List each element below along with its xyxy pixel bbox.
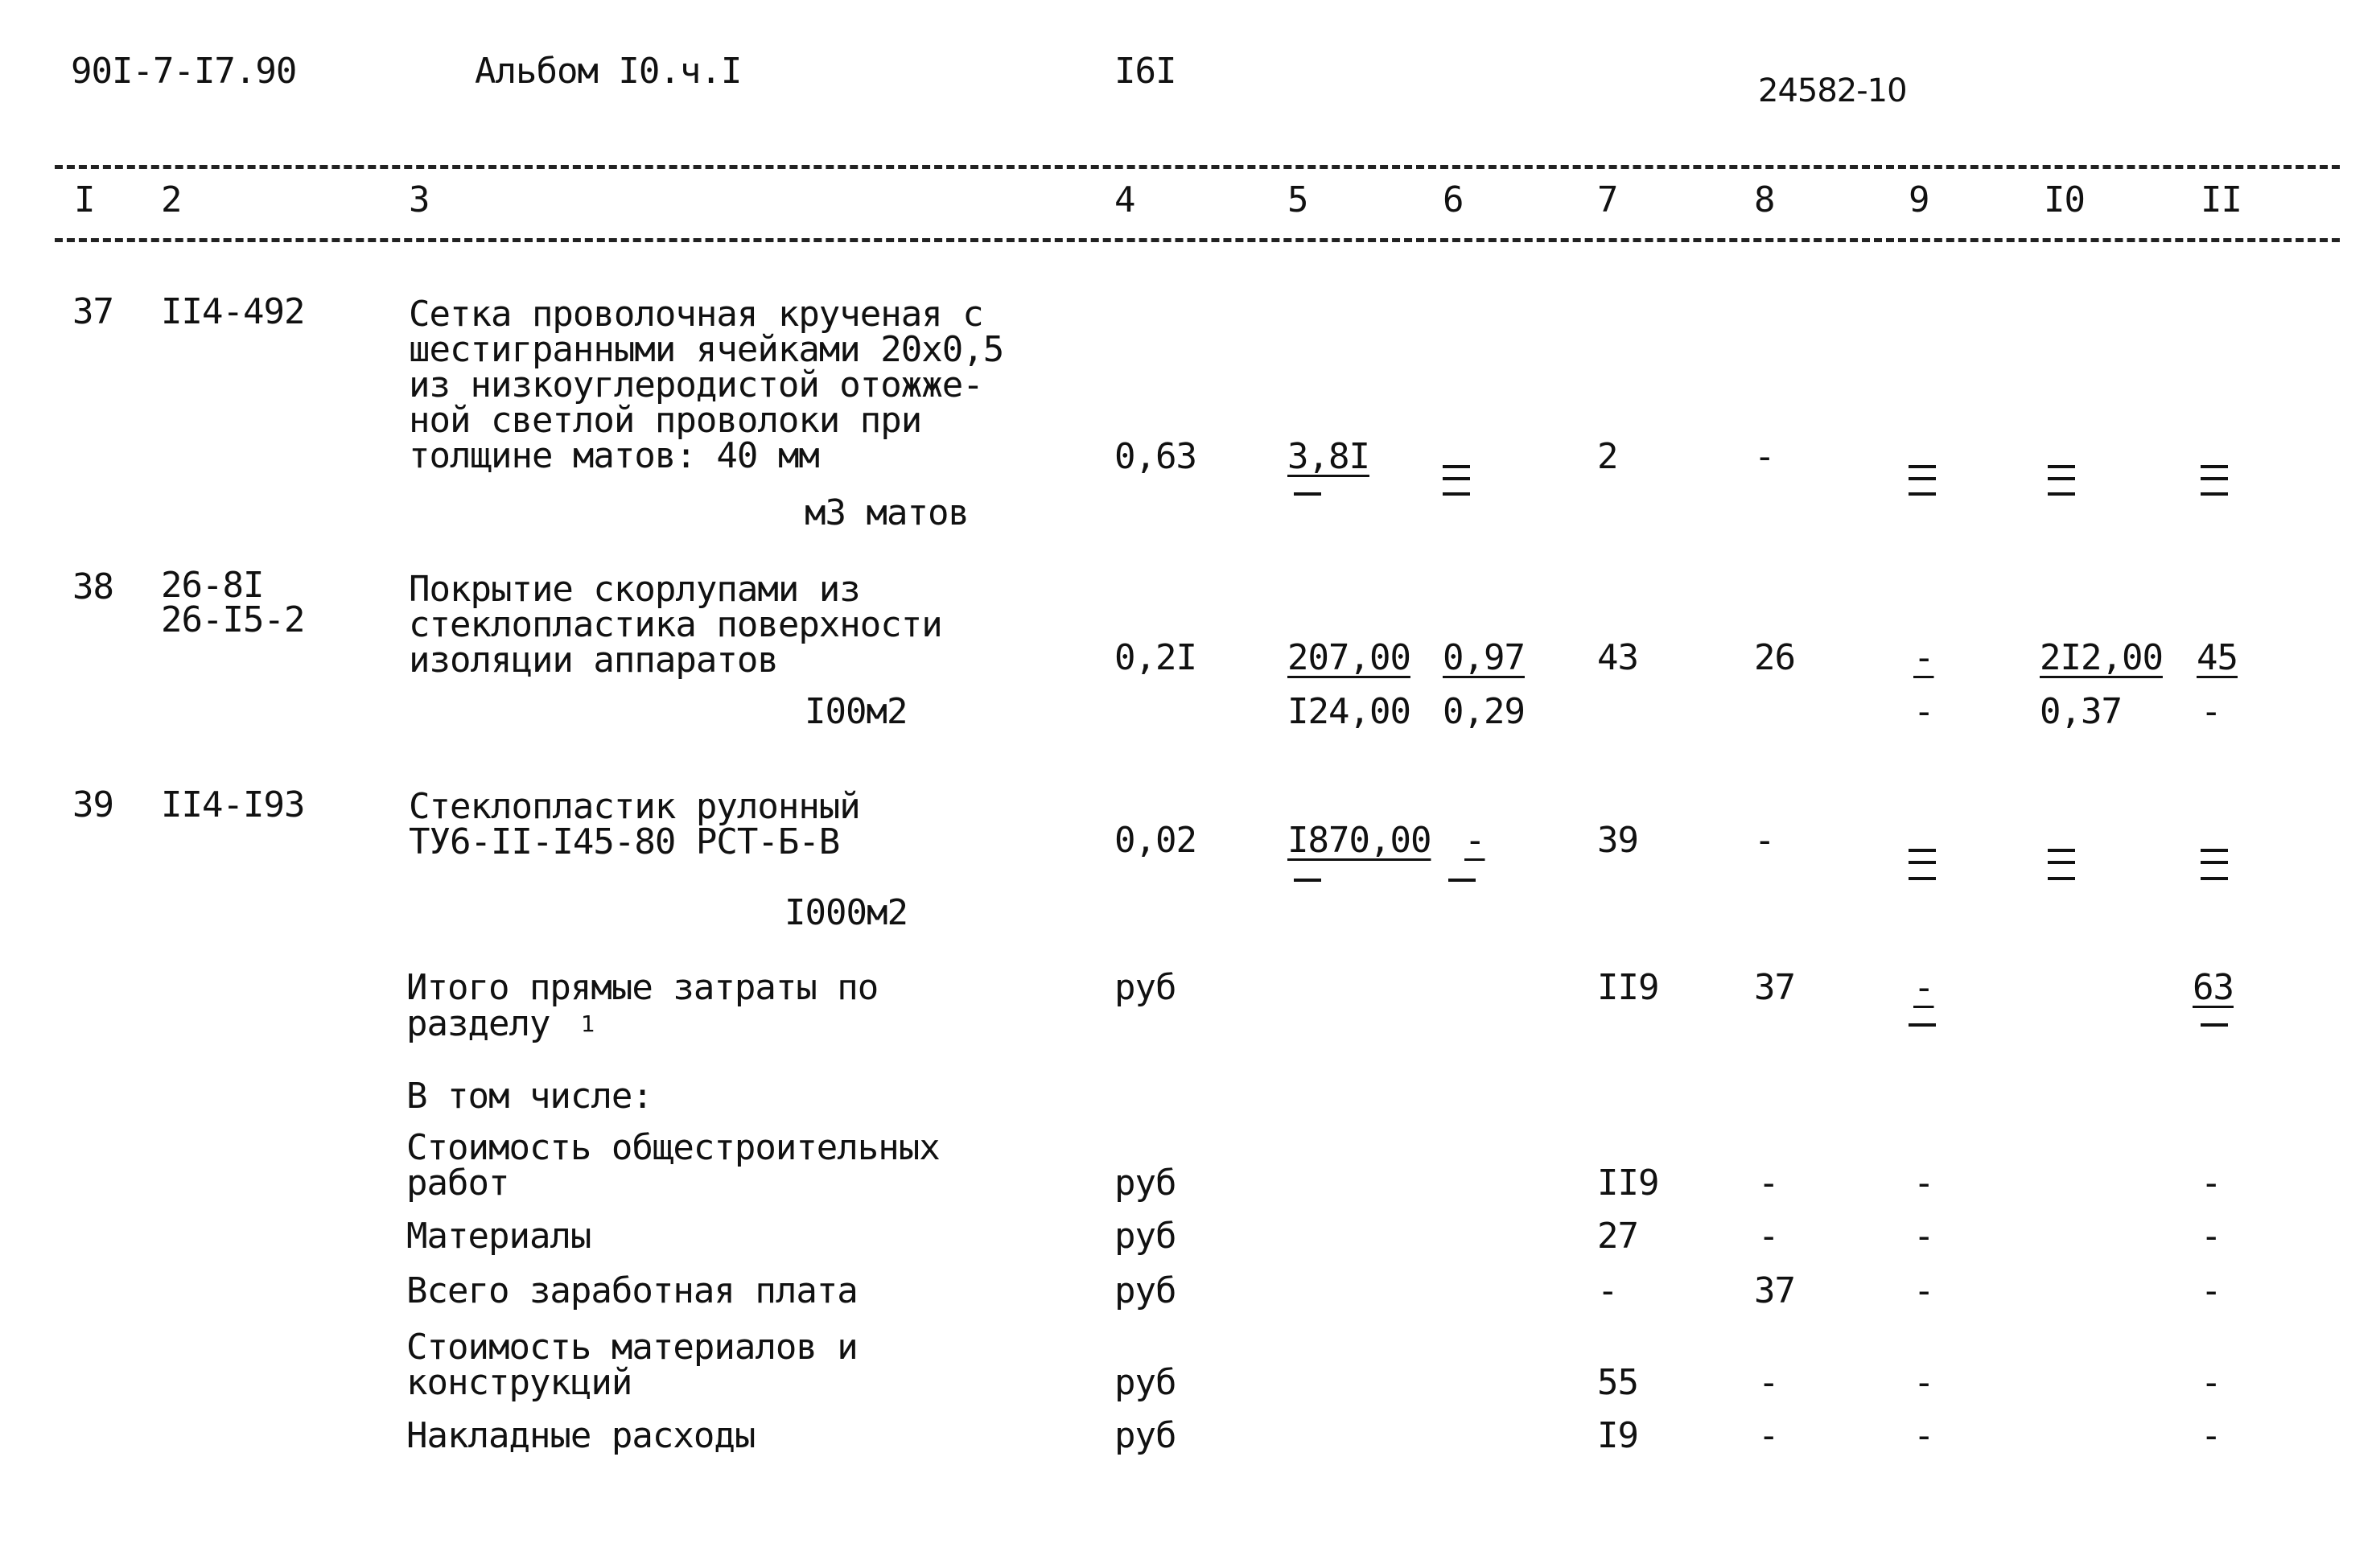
- breakdown-title: В том числе:: [406, 1076, 653, 1117]
- row-quantity: 0,2I: [1114, 637, 1196, 678]
- row-col6-bottom: 0,29: [1443, 691, 1525, 732]
- header-rule-top: [55, 165, 2340, 169]
- row-code: II4-I93: [161, 784, 305, 825]
- row-code: 26-8I: [161, 565, 264, 606]
- breakdown-unit: руб: [1114, 1216, 1176, 1257]
- row-description-line: толщине матов: 40 мм: [409, 435, 819, 476]
- row-unit-cost: 3,8I: [1287, 436, 1369, 477]
- dash-mark: [2048, 877, 2075, 880]
- dash-mark: [1909, 861, 1936, 864]
- dash-mark: [1443, 465, 1470, 468]
- album-label: Альбом I0.ч.I: [475, 51, 742, 92]
- row-number: 39: [72, 784, 113, 825]
- row-col10-top: 2I2,00: [2040, 637, 2163, 678]
- dash-mark: [1909, 849, 1936, 852]
- row-description-line: стеклопластика поверхности: [409, 604, 942, 645]
- dash-mark: [2201, 861, 2228, 864]
- row-number: 37: [72, 291, 113, 332]
- row-col9-bottom: -: [1913, 691, 1934, 732]
- breakdown-label-line: работ: [406, 1163, 509, 1204]
- row-unit-cost: I870,00: [1287, 820, 1431, 861]
- breakdown-label-line: Материалы: [406, 1216, 591, 1257]
- row-total-cost: 43: [1597, 637, 1638, 678]
- row-description-line: ТУ6-II-I45-80 РСТ-Б-В: [409, 821, 840, 862]
- dash-mark: [1909, 492, 1936, 496]
- row-total-cost: 39: [1597, 820, 1638, 861]
- dash-mark: [2201, 477, 2228, 480]
- breakdown-col8: -: [1758, 1163, 1779, 1204]
- row-description-line: изоляции аппаратов: [409, 640, 778, 681]
- dash-mark: [2048, 861, 2075, 864]
- breakdown-col9: -: [1913, 1362, 1934, 1403]
- row-col9-top: -: [1913, 637, 1934, 678]
- column-number: I0: [2044, 179, 2085, 220]
- breakdown-col11: -: [2201, 1415, 2222, 1456]
- breakdown-col8: -: [1758, 1415, 1779, 1456]
- totals-col11: 63: [2193, 967, 2234, 1008]
- row-description-line: шестигранными ячейками 20х0,5: [409, 329, 1004, 370]
- dash-mark: [2201, 849, 2228, 852]
- breakdown-col7: II9: [1597, 1163, 1659, 1204]
- column-number: 4: [1114, 179, 1135, 220]
- column-number: II: [2201, 179, 2242, 220]
- breakdown-col8: -: [1758, 1362, 1779, 1403]
- row-unit-cost-bottom: I24,00: [1287, 691, 1410, 732]
- row-unit: I000м2: [784, 892, 908, 933]
- row-col6-top: 0,97: [1443, 637, 1525, 678]
- row-total-cost: 2: [1597, 436, 1618, 477]
- row-unit: I00м2: [805, 691, 908, 732]
- row-wages: -: [1754, 820, 1775, 861]
- dash-mark: [2201, 492, 2228, 496]
- row-wages: 26: [1754, 637, 1795, 678]
- breakdown-col7: I9: [1597, 1415, 1638, 1456]
- column-number: 7: [1597, 179, 1618, 220]
- row-unit: м3 матов: [805, 492, 969, 533]
- breakdown-col9: -: [1913, 1216, 1934, 1257]
- breakdown-col8: 37: [1754, 1270, 1795, 1311]
- dash-mark: [2201, 465, 2228, 468]
- totals-wages: 37: [1754, 967, 1795, 1008]
- document-number: 24582-10: [1758, 72, 1907, 109]
- dash-mark: [1448, 879, 1476, 882]
- dash-mark: [2201, 877, 2228, 880]
- row-description-line: из низкоуглеродистой отожже-: [409, 364, 983, 405]
- breakdown-col11: -: [2201, 1362, 2222, 1403]
- row-col11-top: 45: [2197, 637, 2238, 678]
- row-code: II4-492: [161, 291, 305, 332]
- breakdown-label-line: конструкций: [406, 1362, 632, 1403]
- dash-mark: [1909, 1023, 1936, 1027]
- breakdown-col9: -: [1913, 1270, 1934, 1311]
- dash-mark: [1909, 477, 1936, 480]
- column-number: 3: [409, 179, 430, 220]
- column-number: 5: [1287, 179, 1308, 220]
- dash-mark: [2048, 465, 2075, 468]
- handwritten-mark: 1: [581, 1010, 595, 1037]
- breakdown-col11: -: [2201, 1216, 2222, 1257]
- column-number: I: [74, 179, 95, 220]
- totals-col9: -: [1913, 967, 1934, 1008]
- breakdown-unit: руб: [1114, 1163, 1176, 1204]
- row-description-line: ной светлой проволоки при: [409, 400, 922, 441]
- row-unit-cost-top: 207,00: [1287, 637, 1410, 678]
- row-description-line: Сетка проволочная крученая с: [409, 294, 983, 335]
- breakdown-col8: -: [1758, 1216, 1779, 1257]
- breakdown-unit: руб: [1114, 1270, 1176, 1311]
- breakdown-label-line: Стоимость материалов и: [406, 1327, 858, 1368]
- column-number: 6: [1443, 179, 1464, 220]
- dash-mark: [2048, 849, 2075, 852]
- totals-label-line: разделу: [406, 1003, 550, 1044]
- breakdown-unit: руб: [1114, 1362, 1176, 1403]
- column-number: 9: [1909, 179, 1929, 220]
- breakdown-col9: -: [1913, 1163, 1934, 1204]
- row-quantity: 0,63: [1114, 436, 1196, 477]
- row-number: 38: [72, 566, 113, 607]
- row-description-line: Стеклопластик рулонный: [409, 786, 860, 827]
- header-rule-bottom: [55, 238, 2340, 242]
- dash-mark: [1443, 492, 1470, 496]
- row-col6-top: -: [1464, 820, 1485, 861]
- dash-mark: [1294, 492, 1321, 496]
- dash-mark: [1909, 877, 1936, 880]
- breakdown-col7: -: [1597, 1270, 1618, 1311]
- row-col11-bottom: -: [2201, 691, 2222, 732]
- breakdown-col11: -: [2201, 1163, 2222, 1204]
- breakdown-label-line: Всего заработная плата: [406, 1270, 858, 1311]
- document-code: 90I-7-I7.90: [71, 51, 297, 92]
- row-wages: -: [1754, 436, 1775, 477]
- breakdown-unit: руб: [1114, 1415, 1176, 1456]
- row-quantity: 0,02: [1114, 820, 1196, 861]
- row-description-line: Покрытие скорлупами из: [409, 569, 860, 610]
- totals-unit: руб: [1114, 967, 1176, 1008]
- totals-total-cost: II9: [1597, 967, 1659, 1008]
- page-number: I6I: [1114, 51, 1176, 92]
- dash-mark: [2201, 1023, 2228, 1027]
- dash-mark: [2048, 477, 2075, 480]
- breakdown-col11: -: [2201, 1270, 2222, 1311]
- column-number: 2: [161, 179, 182, 220]
- column-number: 8: [1754, 179, 1775, 220]
- breakdown-label-line: Стоимость общестроительных: [406, 1127, 940, 1168]
- dash-mark: [2048, 492, 2075, 496]
- breakdown-col7: 55: [1597, 1362, 1638, 1403]
- breakdown-col7: 27: [1597, 1216, 1638, 1257]
- dash-mark: [1443, 477, 1470, 480]
- dash-mark: [1294, 879, 1321, 882]
- totals-label-line: Итого прямые затраты по: [406, 967, 879, 1008]
- row-code: 26-I5-2: [161, 599, 305, 640]
- breakdown-label-line: Накладные расходы: [406, 1415, 756, 1456]
- breakdown-col9: -: [1913, 1415, 1934, 1456]
- row-col10-bottom: 0,37: [2040, 691, 2122, 732]
- dash-mark: [1909, 465, 1936, 468]
